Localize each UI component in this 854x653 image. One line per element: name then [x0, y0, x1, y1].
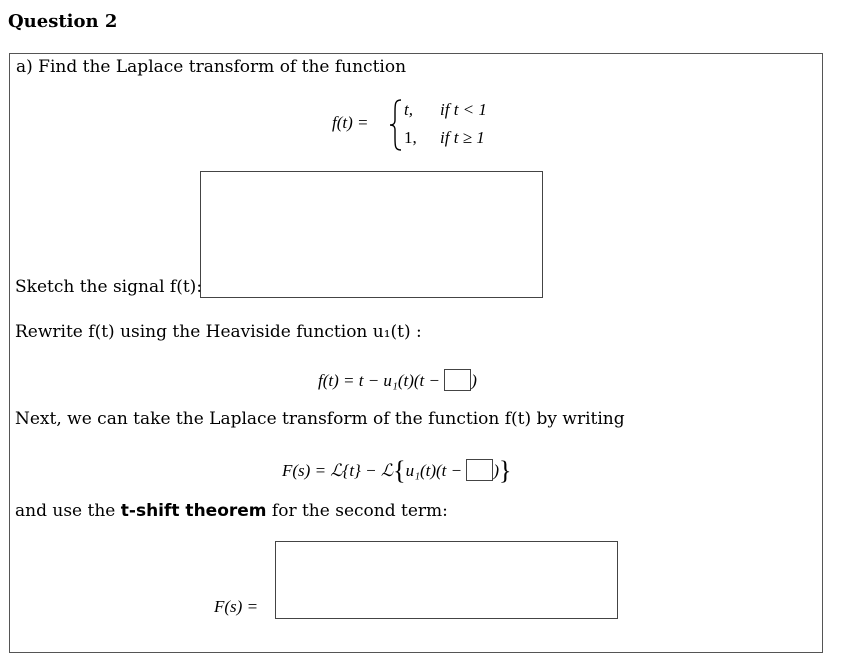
sketch-label: Sketch the signal f(t): — [15, 277, 203, 297]
case1-condition: if t < 1 — [440, 100, 487, 119]
shift-theorem-text — [15, 501, 448, 521]
rewrite-expression-suffix: ) — [471, 371, 477, 390]
rewrite-expression-prefix: f(t) = t − u₁(t)(t − — [318, 371, 440, 390]
next-text: Next, we can take the Laplace transform of the function f(t) by writing — [15, 409, 625, 429]
function-lhs: f(t) = — [332, 113, 369, 132]
case1-expression: t, — [404, 100, 413, 119]
question-title: Question 2 — [8, 11, 118, 32]
transform-inner-suffix: ) — [493, 461, 500, 480]
left-brace-icon — [389, 98, 403, 152]
shift-text-bold: t-shift theorem — [120, 501, 267, 521]
laplace-answer-box[interactable] — [275, 541, 618, 619]
case2-condition: if t ≥ 1 — [440, 128, 485, 147]
open-brace-icon: { — [393, 456, 406, 485]
sketch-answer-box[interactable] — [200, 171, 543, 298]
answer-lhs: F(s) = — [214, 597, 259, 616]
transform-prefix: F(s) = ℒ{t} − ℒ — [282, 461, 394, 480]
case2-expression: 1, — [404, 128, 417, 147]
transform-inner-prefix: u₁(t)(t − — [405, 461, 463, 480]
shift-text-before: and use the — [15, 501, 121, 521]
rewrite-expression — [318, 369, 477, 391]
transform-shift-input[interactable] — [466, 459, 493, 481]
rewrite-shift-input[interactable] — [444, 369, 471, 391]
rewrite-label: Rewrite f(t) using the Heaviside function u₁(t) : — [15, 322, 422, 342]
part-a-prompt: a) Find the Laplace transform of the function — [16, 57, 407, 77]
close-brace-icon: } — [499, 456, 512, 485]
shift-text-after: for the second term: — [266, 501, 448, 521]
transform-expression — [282, 456, 512, 486]
